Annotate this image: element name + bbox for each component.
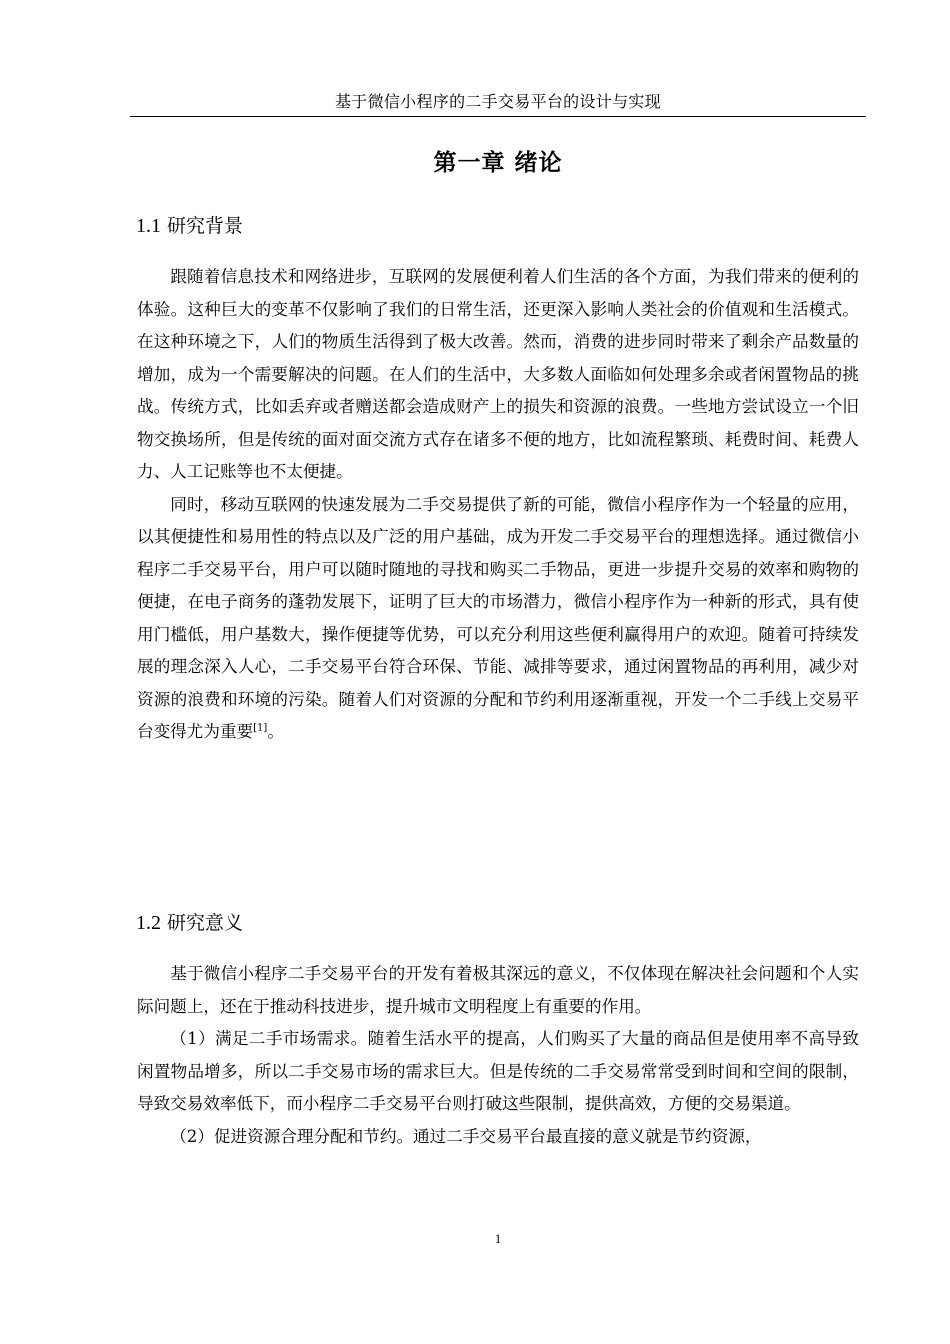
section-title: 研究意义 — [167, 912, 244, 934]
paragraph: 跟随着信息技术和网络进步，互联网的发展便利着人们生活的各个方面，为我们带来的便利的体验。这种巨大的变革不仅影响了我们的日常生活，还更深入影响人类社会的价值观和生活模式。在这种环境之下，人们的物质生活得到了极大改善。然而，消费的进步同时带来了剩余产品数量的增加，成为一个需要解决的问题。在人们的生活中，大多数人面临如何处理多余或者闲置物品的挑战。传统方式，比如丢弃或者赠送都会造成财产上的损失和资源的浪费。一些地方尝试设立一个旧物交换场所，但是传统的面对面交流方式存在诸多不便的地方，比如流程繁琐、耗费时间、耗费人力、人工记账等也不太便捷。 — [137, 267, 859, 481]
section-heading-1-2 — [136, 910, 243, 936]
paragraph-end-punct: 。 — [267, 722, 284, 741]
chapter-title: 第一章 绪论 — [433, 150, 563, 176]
paragraph: （1）满足二手市场需求。随着生活水平的提高，人们购买了大量的商品但是使用率不高导致闲置物品增多，所以二手交易市场的需求巨大。但是传统的二手交易常常受到时间和空间的限制，导致交易效率低下，而小程序二手交易平台则打破这些限制，提供高效，方便的交易渠道。 — [137, 1029, 859, 1113]
section-title: 研究背景 — [167, 215, 244, 237]
section-body-1-2 — [137, 958, 859, 1153]
section-body-1-1 — [137, 261, 859, 749]
paragraph: （2）促进资源合理分配和节约。通过二手交易平台最直接的意义就是节约资源， — [170, 1126, 762, 1146]
paragraph: 基于微信小程序二手交易平台的开发有着极其深远的意义，不仅体现在解决社会问题和个人实际问题上，还在于推动科技进步，提升城市文明程度上有重要的作用。 — [137, 964, 859, 1016]
section-heading-1-1 — [136, 213, 243, 239]
header-rule — [130, 116, 866, 117]
paragraph — [137, 489, 859, 749]
page-number: 1 — [494, 1231, 502, 1246]
running-header: 基于微信小程序的二手交易平台的设计与实现 — [334, 92, 661, 111]
section-number: 1.2 — [136, 912, 161, 934]
paragraph-text: 同时，移动互联网的快速发展为二手交易提供了新的可能，微信小程序作为一个轻量的应用，以其便捷性和易用性的特点以及广泛的用户基础，成为开发二手交易平台的理想选择。通过微信小程序二手交易平台，用户可以随时随地的寻找和购买二手物品，更进一步提升交易的效率和购物的便捷，在电子商务的蓬勃发展下，证明了巨大的市场潜力，微信小程序作为一种新的形式，具有使用门槛低，用户基数大，操作便捷等优势，可以充分利用这些便利赢得用户的欢迎。随着可持续发展的理念深入人心，二手交易平台符合环保、节能、减排等要求，通过闲置物品的再利用，减少对资源的浪费和环境的污染。随着人们对资源的分配和节约利用逐渐重视，开发一个二手线上交易平台变得尤为重要 — [137, 494, 859, 741]
citation-ref: [1] — [253, 722, 268, 734]
section-number: 1.1 — [136, 215, 161, 237]
